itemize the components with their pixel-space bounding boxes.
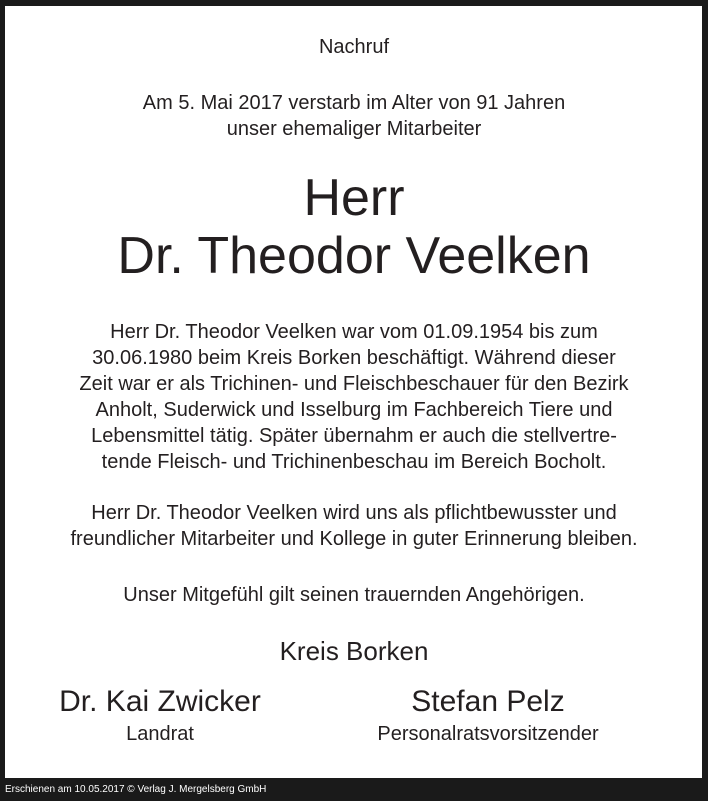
condolence-text: Unser Mitgefühl gilt seinen trauernden Angehörigen. xyxy=(123,584,585,606)
signatory-name: Stefan Pelz xyxy=(411,685,565,718)
intro-line-1: Am 5. Mai 2017 verstarb im Alter von 91 Jahren xyxy=(142,92,566,114)
body-line: freundlicher Mitarbeiter und Kollege in guter Erinnerung bleiben. xyxy=(70,528,638,550)
signatory-role: Landrat xyxy=(126,723,194,745)
salutation: Herr xyxy=(303,169,405,227)
organization-name: Kreis Borken xyxy=(279,636,429,666)
body-line: Zeit war er als Trichinen- und Fleischbeschauer für den Bezirk xyxy=(79,373,629,395)
body-line: Herr Dr. Theodor Veelken wird uns als pflichtbewusster und xyxy=(91,502,617,524)
body-line: 30.06.1980 beim Kreis Borken beschäftigt. Während dieser xyxy=(92,347,616,369)
body-line: tende Fleisch- und Trichinenbeschau im Bereich Bocholt. xyxy=(101,451,607,473)
body-line: Lebensmittel tätig. Später übernahm er auch die stellvertre- xyxy=(91,425,617,447)
deceased-name: Dr. Theodor Veelken xyxy=(117,227,591,285)
body-line: Herr Dr. Theodor Veelken war vom 01.09.1954 bis zum xyxy=(110,321,598,343)
body-line: Anholt, Suderwick und Isselburg im Fachbereich Tiere und xyxy=(95,399,613,421)
signatory-name: Dr. Kai Zwicker xyxy=(59,685,261,718)
signatory-right xyxy=(340,685,636,746)
body-paragraph-1 xyxy=(0,319,708,475)
signatory-role: Personalratsvorsitzender xyxy=(377,723,599,745)
signatory-left xyxy=(40,685,280,746)
notice-heading: Nachruf xyxy=(318,36,390,58)
intro-line-2: unser ehemaliger Mitarbeiter xyxy=(226,118,482,140)
publication-footer: Erschienen am 10.05.2017 © Verlag J. Mergelsberg GmbH xyxy=(5,784,267,795)
body-paragraph-2 xyxy=(0,500,708,552)
